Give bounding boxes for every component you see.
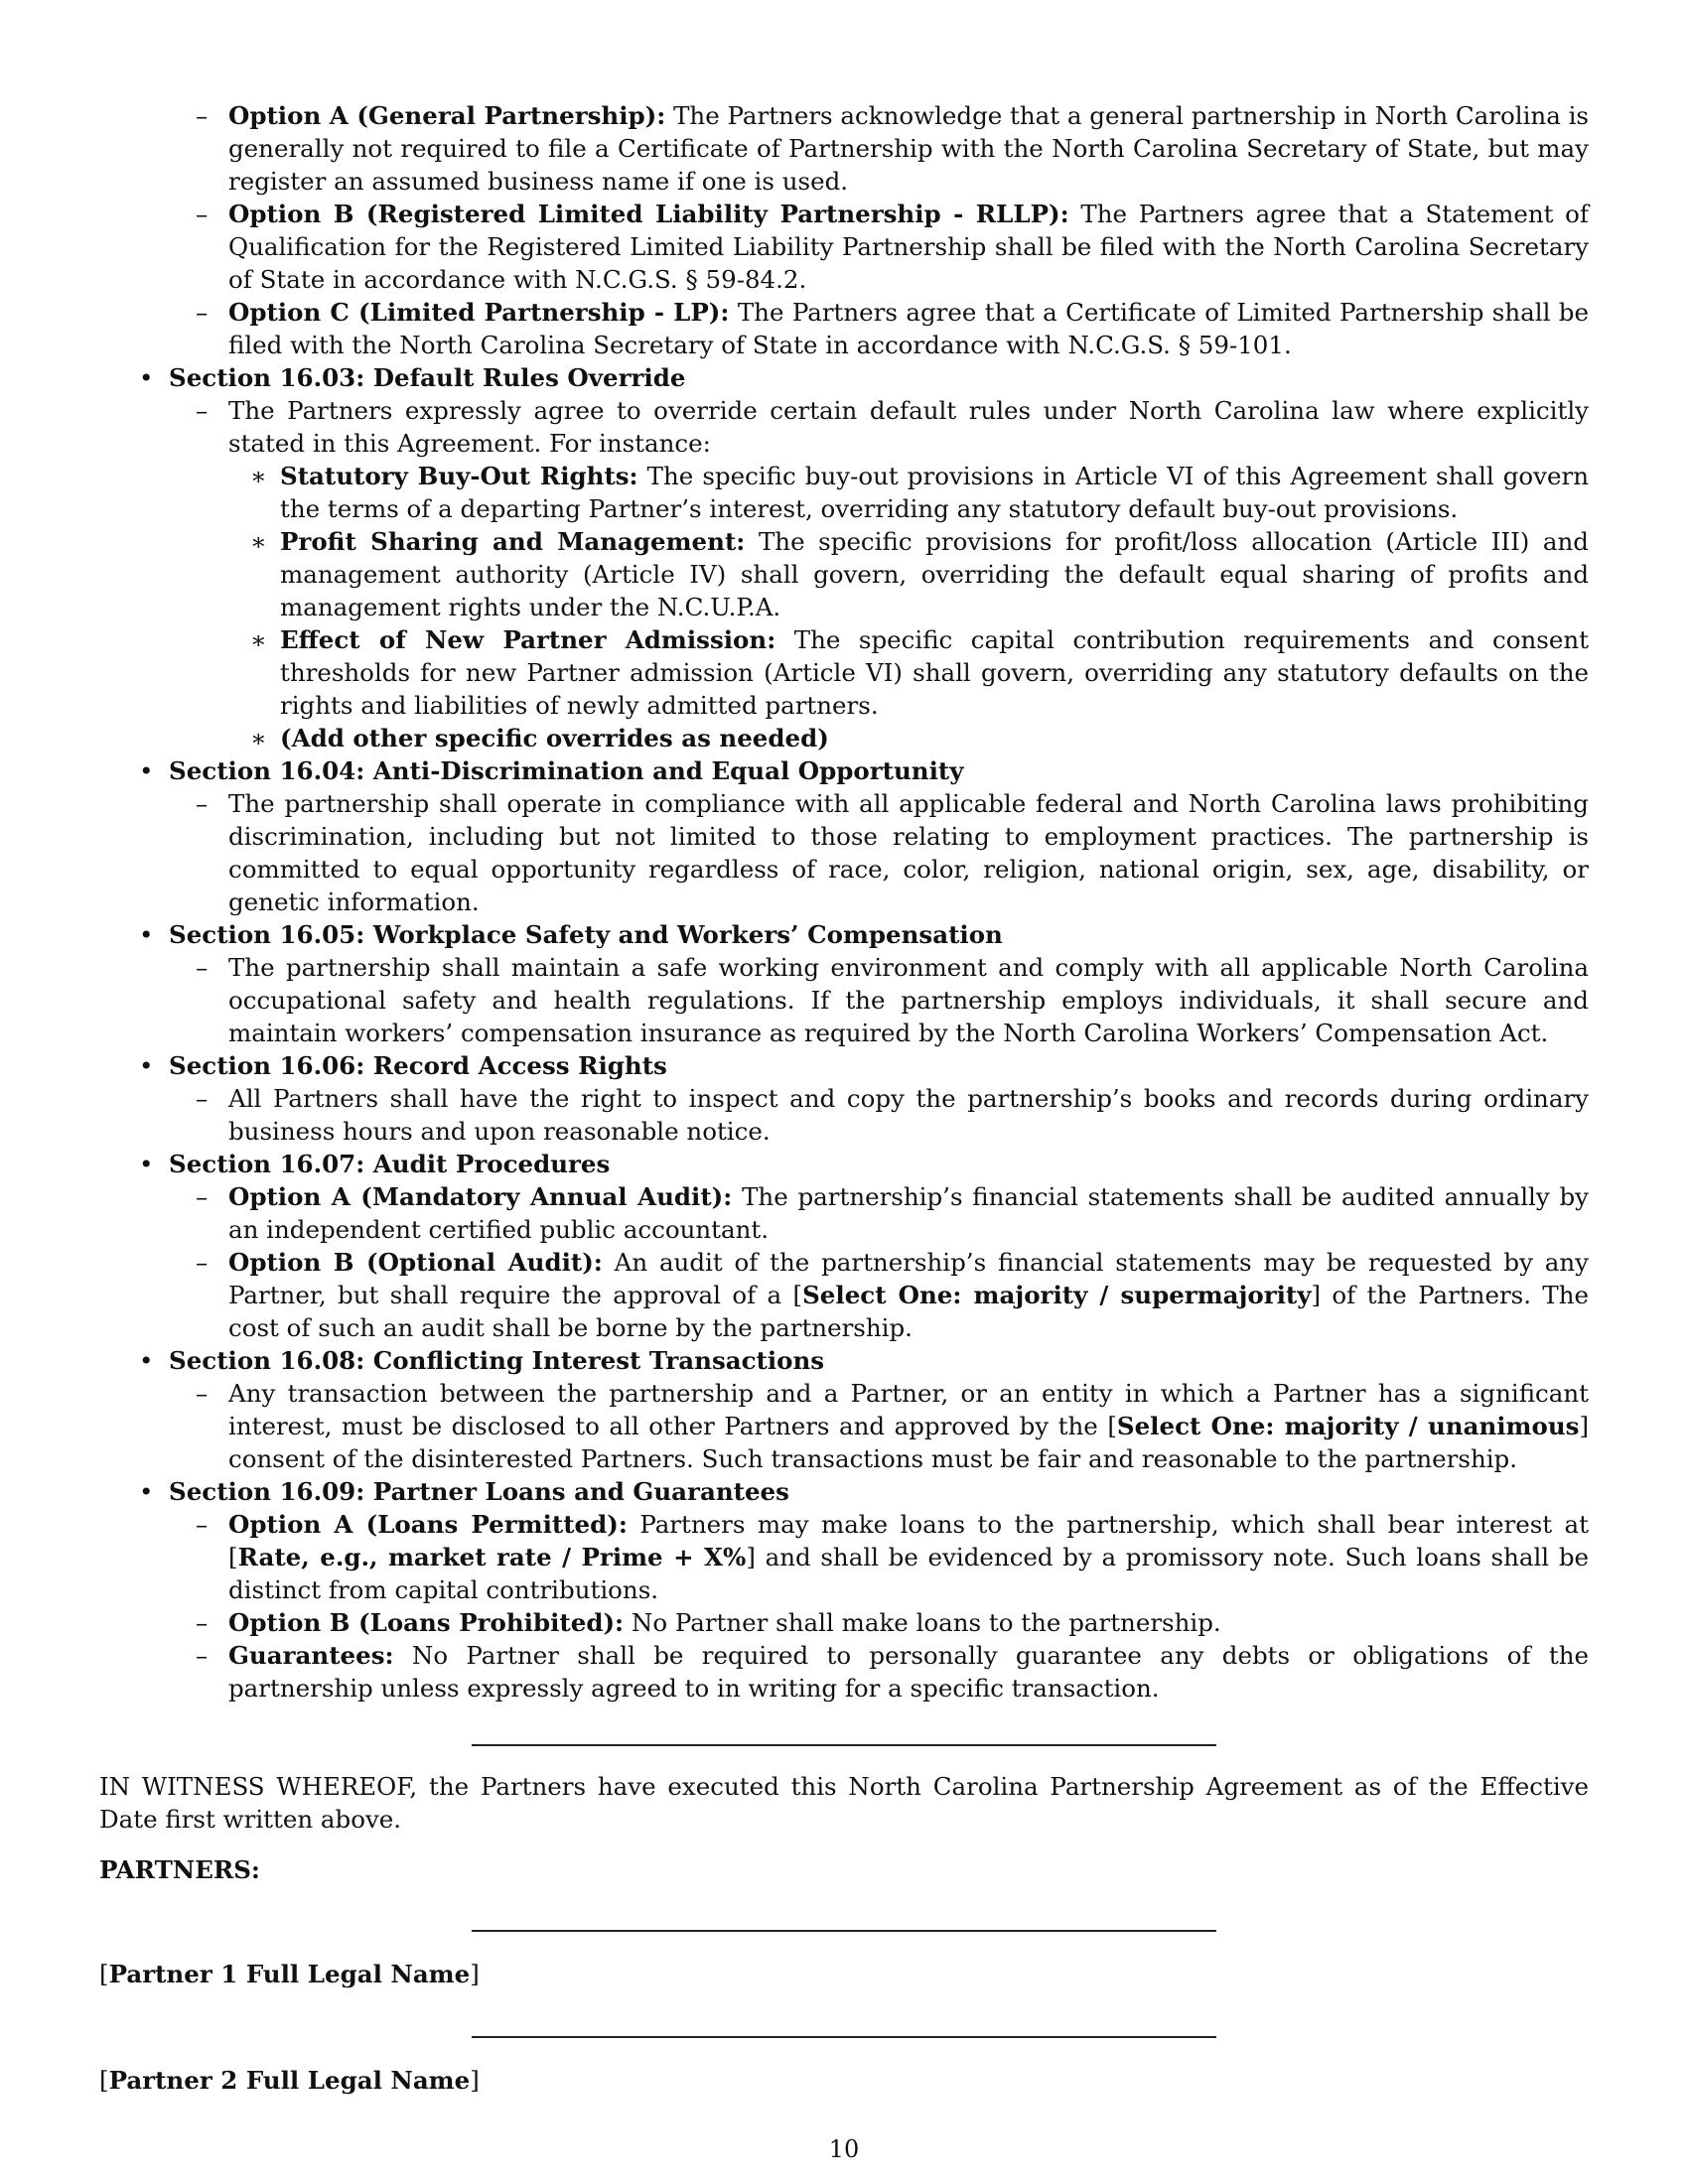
section-16-06-heading: • Section 16.06: Record Access Rights — [139, 1051, 667, 1080]
loans-option-a: – Option A (Loans Permitted): Partners may make loans to the partnership, which shall bear interest at [Rate, e.g., market rate / Prime + X%] and shall be evidenced by a promissory note. Such loans shall be distinct from capital contributions. — [196, 1510, 1590, 1604]
guarantees-clause: – Guarantees: No Partner shall be required to personally guarantee any debts or obligations of the partnership unless expressly agreed to in writing for a specific transaction. — [196, 1641, 1589, 1703]
override-label: (Add other specific overrides as needed) — [280, 724, 829, 752]
section-16-05-text: – The partnership shall maintain a safe working environment and comply with all applicable North Carolina occupational safety and health regulations. If the partnership employs individuals, it shall secure and maintain workers’ compensation insurance as required by the North Carolina Workers’ Compensation Act. — [196, 953, 1589, 1047]
loans-option-b: – Option B (Loans Prohibited): No Partner shall make loans to the partnership. — [196, 1608, 1221, 1637]
witness-clause: IN WITNESS WHEREOF, the Partners have executed this North Carolina Partnership Agreement as of the Effective Date first written above. — [99, 1772, 1589, 1834]
bullet-marker: • — [139, 1051, 154, 1080]
section-16-05-heading: • Section 16.05: Workplace Safety and Workers’ Compensation — [139, 920, 1003, 949]
select-placeholder: Select One: majority / supermajority — [802, 1281, 1312, 1309]
override-text: The specific provisions for profit/loss allocation (Article III) and management authority (Article IV) shall govern, overriding the default equal sharing of profits and management rights under the N.C.U.P.A. — [280, 527, 1589, 621]
dash-marker: – — [196, 1248, 209, 1277]
override-item — [99, 460, 1589, 525]
dash-marker: – — [196, 101, 209, 130]
section-16-09-heading: • Section 16.09: Partner Loans and Guarantees — [139, 1477, 789, 1506]
dash-marker: – — [196, 1641, 209, 1670]
override-text: The specific buy-out provisions in Article VI of this Agreement shall govern the terms of a departing Partner’s interest, overriding any statutory default buy-out provisions. — [280, 462, 1589, 523]
signature-line-partner-1 — [472, 1930, 1216, 1932]
dash-marker: – — [196, 953, 209, 982]
bullet-marker: • — [139, 756, 154, 785]
signature-line-partner-2 — [472, 2036, 1216, 2038]
dash-marker: – — [196, 1379, 209, 1408]
section-16-08-heading: • Section 16.08: Conflicting Interest Transactions — [139, 1346, 825, 1375]
page-number: 10 — [828, 2135, 860, 2163]
section-16-04-heading: • Section 16.04: Anti-Discrimination and Equal Opportunity — [139, 756, 964, 785]
bullet-marker: • — [139, 1346, 154, 1375]
star-marker: ∗ — [250, 527, 267, 556]
filing-option-c — [99, 296, 1589, 361]
section-16-08-text: – Any transaction between the partnership and a Partner, or an entity in which a Partner has a significant interest, must be disclosed to all other Partners and approved by the [Select One: majority / unanimous] consent of the disinterested Partners. Such transactions must be fair and reasonable to the partnership. — [196, 1379, 1589, 1473]
dash-marker: – — [196, 1608, 209, 1637]
override-label: Profit Sharing and Management: — [280, 527, 746, 556]
section-16-07-heading: • Section 16.07: Audit Procedures — [139, 1150, 611, 1178]
filing-option-b — [99, 198, 1589, 296]
option-text: The Partners acknowledge that a general partnership in North Carolina is generally not required to file a Certificate of Partnership with the North Carolina Secretary of State, but may register an assumed business name if one is used. — [228, 101, 1589, 196]
option-text: The Partners agree that a Statement of Qualification for the Registered Limited Liability Partnership shall be filed with the North Carolina Secretary of State in accordance with N.C.G.S. § 59-84.2. — [228, 200, 1590, 294]
dash-marker: – — [196, 298, 209, 327]
section-divider — [472, 1744, 1216, 1746]
override-item — [99, 525, 1589, 623]
override-text: The specific capital contribution requirements and consent thresholds for new Partner admission (Article VI) shall govern, overriding any statutory defaults on the rights and liabilities of newly admitted partners. — [280, 625, 1589, 720]
section-16-04-text: – The partnership shall operate in compliance with all applicable federal and North Carolina laws prohibiting discrimination, including but not limited to those relating to employment practices. The partnership is committed to equal opportunity regardless of race, color, religion, national origin, sex, age, disability, or genetic information. — [196, 789, 1589, 916]
star-marker: ∗ — [250, 462, 267, 490]
option-text: The Partners agree that a Certificate of Limited Partnership shall be filed with the North Carolina Secretary of State in accordance with N.C.G.S. § 59-101. — [228, 298, 1589, 359]
partner-1-name: [Partner 1 Full Legal Name] — [99, 1960, 480, 1988]
document-page — [99, 99, 1589, 2097]
star-marker: ∗ — [250, 724, 267, 752]
override-item — [99, 722, 1589, 754]
bullet-marker: • — [139, 920, 154, 949]
override-item — [99, 623, 1589, 722]
dash-marker: – — [196, 396, 209, 425]
override-label: Effect of New Partner Admission: — [280, 625, 776, 654]
audit-option-b: – Option B (Optional Audit): An audit of the partnership’s financial statements may be requested by any Partner, but shall require the approval of a [Select One: majority / supermajority] of the Partners. The cost of such an audit shall be borne by the partnership. — [196, 1248, 1590, 1342]
section-16-06-text: – All Partners shall have the right to inspect and copy the partnership’s books and records during ordinary business hours and upon reasonable notice. — [196, 1084, 1589, 1146]
dash-marker: – — [196, 1510, 209, 1539]
option-label: Option C (Limited Partnership - LP): — [228, 298, 730, 327]
section-16-03-intro: – The Partners expressly agree to override certain default rules under North Carolina law where explicitly stated in this Agreement. For instance: — [196, 396, 1589, 458]
rate-placeholder: Rate, e.g., market rate / Prime + X% — [237, 1543, 747, 1571]
dash-marker: – — [196, 1182, 209, 1211]
bullet-marker: • — [139, 1150, 154, 1178]
option-label: Option B (Registered Limited Liability Partnership - RLLP): — [228, 200, 1069, 228]
star-marker: ∗ — [250, 625, 267, 654]
option-label: Option A (General Partnership): — [228, 101, 666, 130]
partner-2-name: [Partner 2 Full Legal Name] — [99, 2066, 480, 2095]
dash-marker: – — [196, 200, 209, 228]
dash-marker: – — [196, 789, 209, 818]
override-label: Statutory Buy-Out Rights: — [280, 462, 638, 490]
audit-option-a: – Option A (Mandatory Annual Audit): The partnership’s financial statements shall be audited annually by an independent certified public accountant. — [196, 1182, 1589, 1244]
bullet-marker: • — [139, 363, 154, 392]
filing-option-a — [99, 99, 1589, 198]
partners-heading: PARTNERS: — [99, 1855, 260, 1884]
dash-marker: – — [196, 1084, 209, 1113]
bullet-marker: • — [139, 1477, 154, 1506]
section-16-03-heading: • Section 16.03: Default Rules Override — [139, 363, 686, 392]
select-placeholder: Select One: majority / unanimous — [1116, 1412, 1580, 1440]
